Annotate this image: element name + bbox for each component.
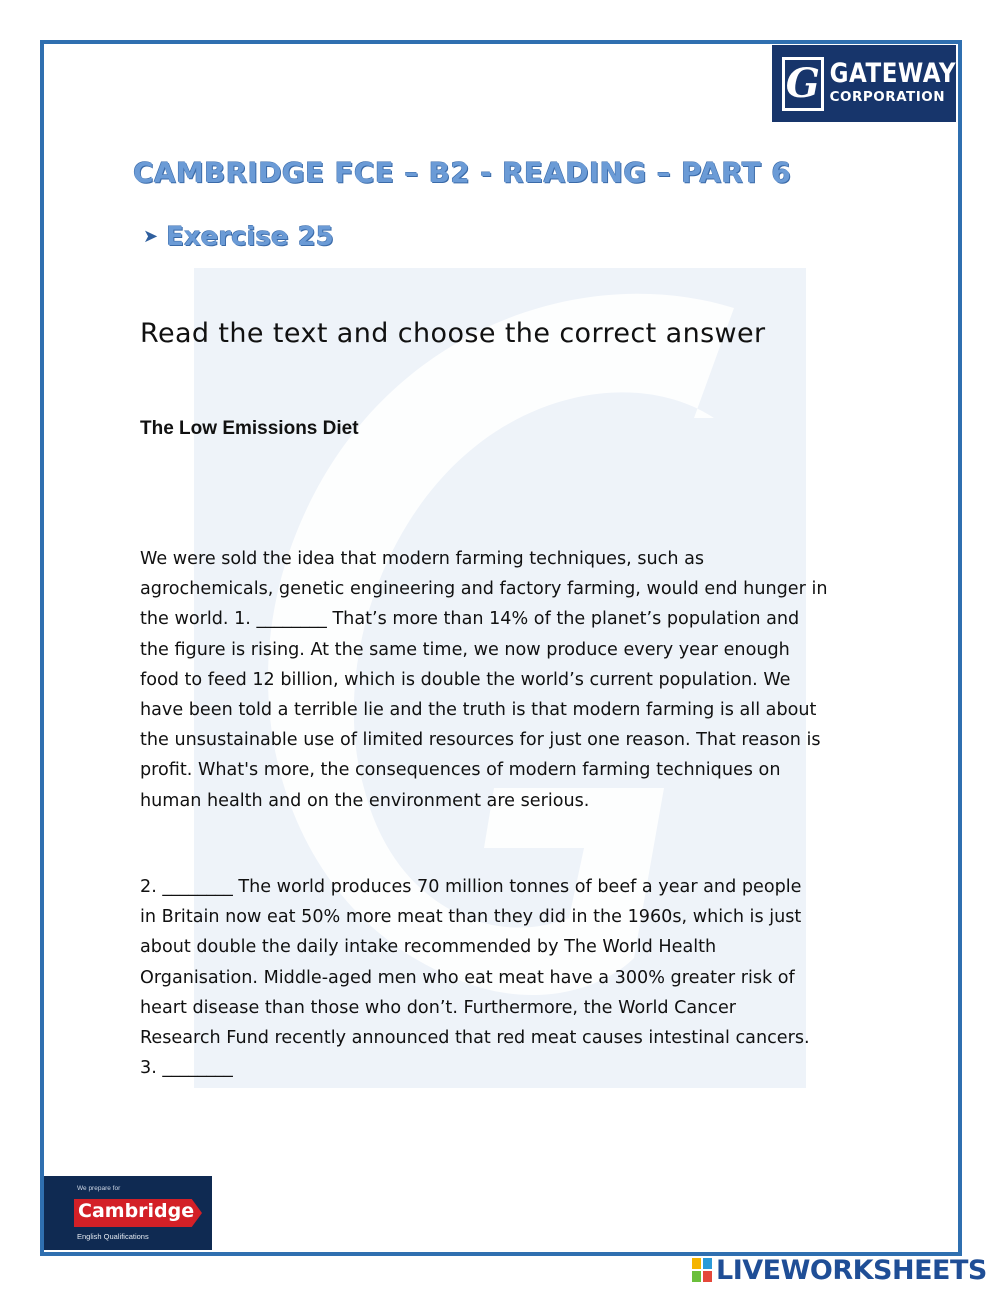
exercise-label: Exercise 25 — [166, 222, 334, 252]
text-line: in Britain now eat 50% more meat than they did in the 1960s, which is just — [140, 907, 802, 928]
text-line: profit. What's more, the consequences of modern farming techniques on — [140, 760, 781, 781]
liveworksheets-text: LIVEWORKSHEETS — [716, 1254, 987, 1286]
text-line: agrochemicals, genetic engineering and factory farming, would end hunger in — [140, 579, 828, 600]
text-line: food to feed 12 billion, which is double the world’s current population. We — [140, 669, 791, 690]
arrow-bullet-icon: ➤ — [143, 226, 159, 247]
text-line: have been told a terrible lie and the truth is that modern farming is all about — [140, 700, 817, 721]
text-line: Organisation. Middle-aged men who eat meat have a 300% greater risk of — [140, 967, 795, 988]
cambridge-logo — [44, 1176, 212, 1250]
text-line-gap-1[interactable]: the world. 1. ________ That’s more than 14% of the planet’s population and — [140, 609, 800, 630]
exercise-heading — [143, 222, 334, 252]
text-line-gap-3[interactable]: 3. ________ — [140, 1058, 233, 1079]
cambridge-brand: Cambridge — [78, 1200, 195, 1222]
paragraph-1 — [140, 544, 880, 816]
text-line: about double the daily intake recommended by The World Health — [140, 937, 717, 958]
gateway-logo — [772, 45, 956, 122]
text-line: heart disease than those who don’t. Furthermore, the World Cancer — [140, 997, 737, 1018]
cambridge-prepare-text: We prepare for — [77, 1185, 121, 1192]
liveworksheets-logo[interactable] — [692, 1254, 987, 1286]
logo-line2: CORPORATION — [829, 88, 946, 105]
text-line: Research Fund recently announced that red meat causes intestinal cancers. — [140, 1028, 810, 1049]
liveworksheets-blocks-icon — [692, 1258, 712, 1282]
paragraph-2 — [140, 872, 880, 1083]
page-title: CAMBRIDGE FCE – B2 - READING – PART 6 — [133, 156, 792, 189]
cambridge-sub: English Qualifications — [77, 1232, 149, 1241]
text-line: human health and on the environment are serious. — [140, 790, 590, 811]
text-line: We were sold the idea that modern farming techniques, such as — [140, 549, 705, 569]
text-line-gap-2[interactable]: 2. ________ The world produces 70 million tonnes of beef a year and people — [140, 877, 802, 897]
logo-line1: GATEWAY — [829, 58, 956, 89]
text-line: the unsustainable use of limited resources for just one reason. That reason is — [140, 730, 821, 751]
text-title: The Low Emissions Diet — [140, 418, 359, 439]
instruction: Read the text and choose the correct answer — [140, 318, 766, 349]
gateway-g-icon: G — [782, 57, 824, 111]
text-line: the figure is rising. At the same time, we now produce every year enough — [140, 639, 790, 660]
